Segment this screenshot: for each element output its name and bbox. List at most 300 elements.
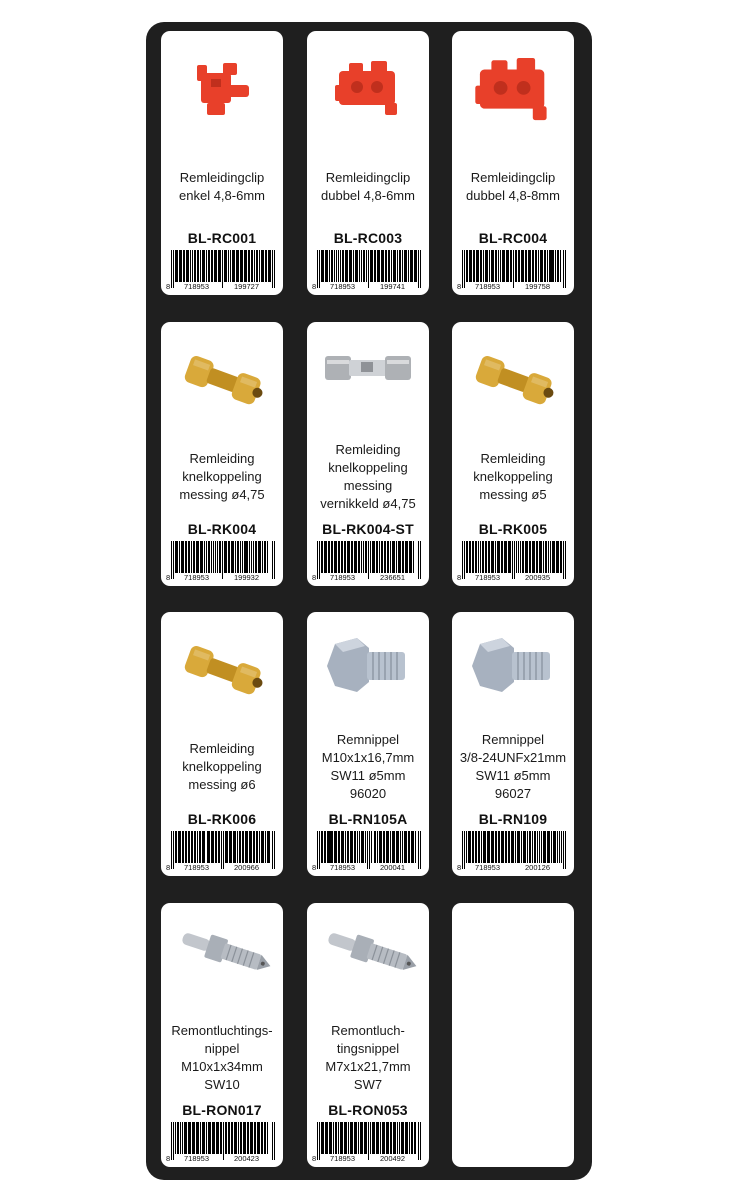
barcode-bar <box>347 541 350 573</box>
barcode-bar <box>404 831 407 863</box>
barcode-bar <box>392 831 395 863</box>
barcode-bar <box>250 1122 253 1154</box>
barcode-bar <box>361 250 362 282</box>
barcode-bar <box>379 831 382 863</box>
barcode-bar <box>386 831 389 863</box>
barcode-bar <box>518 541 519 573</box>
product-card[interactable] <box>307 31 429 295</box>
barcode-bar <box>319 1122 320 1160</box>
barcode-digit-first: 8 <box>312 1154 317 1163</box>
product-description-line: 96020 <box>349 786 387 801</box>
barcode-bar <box>224 250 227 282</box>
barcode-bar <box>350 1122 353 1154</box>
barcode-bar <box>500 250 501 282</box>
barcode <box>312 250 421 292</box>
barcode-bar <box>328 541 330 573</box>
barcode-bar <box>368 541 369 579</box>
product-description-line: Remleiding <box>189 451 255 466</box>
barcode-bar <box>265 250 267 282</box>
barcode-bar <box>361 831 364 863</box>
barcode-bar <box>261 250 264 282</box>
barcode-bar <box>200 250 201 282</box>
barcode-bar <box>354 541 357 573</box>
product-description <box>309 441 427 513</box>
barcode-bar <box>563 831 564 869</box>
barcode-bar <box>225 1122 227 1154</box>
barcode-bar <box>410 250 413 282</box>
product-description-line: Remnippel <box>481 732 545 747</box>
barcode-bar <box>358 541 360 573</box>
brass-compression-coupling-icon <box>167 332 277 432</box>
barcode-digits-left: 718953 <box>184 1154 210 1163</box>
barcode-bar <box>489 250 490 282</box>
barcode-bar <box>551 250 554 282</box>
barcode-bar <box>418 831 419 869</box>
product-description <box>163 450 281 504</box>
barcode-bar <box>557 250 559 282</box>
barcode-bar <box>234 1122 237 1154</box>
barcode-bar <box>521 831 522 863</box>
product-description-line: Remleiding <box>189 741 255 756</box>
barcode-bar <box>480 250 482 282</box>
barcode-bar <box>264 541 266 573</box>
barcode-bar <box>219 541 221 573</box>
product-description-line: Remnippel <box>336 732 400 747</box>
product-description-line: dubbel 4,8-6mm <box>321 188 415 203</box>
barcode-bar <box>237 831 238 863</box>
barcode-bar <box>237 541 239 573</box>
product-description <box>163 1022 281 1094</box>
barcode-digits-right: 236651 <box>380 573 406 582</box>
product-description-line: Remleidingclip <box>325 170 411 185</box>
product-description-line: messing ø4,75 <box>179 487 265 502</box>
barcode-bar <box>408 250 409 282</box>
barcode-bar <box>523 831 526 863</box>
barcode-bar <box>359 831 360 863</box>
barcode-bar <box>251 250 253 282</box>
barcode-bar <box>177 1122 179 1154</box>
barcode-bar <box>466 831 467 863</box>
barcode-bar <box>240 541 241 573</box>
barcode-digits-left: 718953 <box>184 282 210 291</box>
product-card[interactable] <box>307 903 429 1167</box>
barcode-bar <box>355 250 358 282</box>
barcode-bar <box>372 541 375 573</box>
barcode-bar <box>495 831 497 863</box>
barcode-digits-left: 718953 <box>330 282 356 291</box>
barcode-bar <box>206 250 207 282</box>
empty-card-slot <box>452 903 574 1167</box>
product-card[interactable] <box>161 612 283 876</box>
barcode-bar <box>528 250 531 282</box>
barcode-bars <box>462 541 566 573</box>
product-code: BL-RK005 <box>478 521 548 537</box>
barcode-bar <box>483 831 486 863</box>
barcode-bar <box>365 831 366 863</box>
product-description-line: knelkoppeling <box>328 460 408 475</box>
barcode-bar <box>397 1122 398 1154</box>
barcode-bar <box>491 541 494 573</box>
barcode-digit-first: 8 <box>166 1154 171 1163</box>
barcode-bar <box>511 831 514 863</box>
barcode-bar <box>208 250 210 282</box>
barcode-digit-first: 8 <box>457 282 462 291</box>
barcode-bar <box>197 831 198 863</box>
barcode-digits-left: 718953 <box>475 282 501 291</box>
barcode-bars <box>171 831 275 863</box>
barcode-bar <box>521 250 524 282</box>
barcode-bar <box>239 831 241 863</box>
barcode-bar <box>556 541 559 573</box>
barcode-bar <box>498 250 499 282</box>
barcode-bar <box>182 1122 183 1154</box>
barcode-bar <box>257 1122 260 1154</box>
barcode-bars <box>462 831 566 863</box>
product-description-line: dubbel 4,8-8mm <box>466 188 560 203</box>
barcode-bar <box>371 831 372 863</box>
barcode-bar <box>551 831 552 863</box>
barcode-bar <box>216 1122 219 1154</box>
barcode-bars <box>171 541 275 573</box>
barcode-bar <box>368 1122 369 1160</box>
barcode-bar <box>175 250 178 282</box>
barcode-bar <box>550 541 551 573</box>
brass-compression-coupling-icon <box>167 622 277 722</box>
barcode-bar <box>485 250 488 282</box>
barcode-bar <box>409 541 412 573</box>
barcode-bar <box>178 831 181 863</box>
barcode-bar <box>414 1122 416 1154</box>
barcode-bar <box>247 1122 249 1154</box>
product-code: BL-RK004 <box>187 521 257 537</box>
barcode-bar <box>211 250 213 282</box>
barcode-bar <box>466 250 468 282</box>
barcode-bar <box>196 1122 199 1154</box>
barcode-bar <box>324 541 327 573</box>
barcode-bar <box>249 541 250 573</box>
barcode-digit-first: 8 <box>457 573 462 582</box>
barcode-bar <box>418 250 419 288</box>
barcode-bar <box>353 250 354 282</box>
barcode-bar <box>334 541 337 573</box>
barcode-bar <box>482 541 484 573</box>
barcode-bar <box>191 541 192 573</box>
barcode-bar <box>506 541 507 573</box>
barcode-bar <box>348 1122 349 1154</box>
barcode-bar <box>228 250 229 282</box>
product-code: BL-RC004 <box>478 230 548 246</box>
barcode-digits-left: 718953 <box>475 573 501 582</box>
barcode-bar <box>525 541 528 573</box>
barcode-bar <box>232 250 235 282</box>
barcode-bar <box>392 541 395 573</box>
barcode-bar <box>321 1122 324 1154</box>
barcode-bar <box>548 541 549 573</box>
barcode-bar <box>565 541 566 579</box>
barcode-bar <box>218 250 221 282</box>
barcode-bar <box>345 250 348 282</box>
barcode-bar <box>529 831 531 863</box>
barcode-bar <box>381 250 384 282</box>
barcode-bar <box>366 250 367 282</box>
barcode-bar <box>324 831 326 863</box>
barcode-bar <box>370 250 373 282</box>
barcode-bar <box>520 541 521 573</box>
barcode-bar <box>565 250 566 288</box>
barcode <box>166 1122 275 1164</box>
barcode-bar <box>495 250 497 282</box>
barcode-bar <box>333 1122 334 1154</box>
product-description-line: knelkoppeling <box>182 759 262 774</box>
barcode-bar <box>552 541 555 573</box>
product-description-line: M10x1x34mm <box>181 1059 263 1074</box>
barcode-bar <box>529 541 531 573</box>
barcode-bar <box>347 831 349 863</box>
barcode-bar <box>223 1122 224 1160</box>
barcode-bar <box>374 831 376 863</box>
barcode <box>166 831 275 873</box>
barcode-bar <box>516 541 517 573</box>
product-description-line: SW7 <box>353 1077 383 1092</box>
barcode-bar <box>473 250 475 282</box>
barcode-bar <box>390 831 391 863</box>
barcode-bar <box>221 831 222 869</box>
product-code: BL-RK004-ST <box>322 521 414 537</box>
barcode-bar <box>565 831 566 869</box>
barcode-bar <box>502 250 505 282</box>
barcode-bar <box>354 1122 357 1154</box>
product-description-line: vernikkeld ø4,75 <box>320 496 416 511</box>
product-description-line: SW11 ø5mm <box>330 768 406 783</box>
barcode-bar <box>335 1122 337 1154</box>
product-card[interactable] <box>452 322 574 586</box>
barcode-bar <box>405 1122 408 1154</box>
barcode-bar <box>384 541 386 573</box>
barcode-bar <box>191 831 193 863</box>
barcode-bar <box>345 831 346 863</box>
barcode-bar <box>272 1122 273 1160</box>
barcode-digit-first: 8 <box>166 573 171 582</box>
barcode-bar <box>532 541 535 573</box>
product-card[interactable] <box>452 612 574 876</box>
barcode-bar <box>231 1122 233 1154</box>
barcode-bar <box>513 250 514 288</box>
barcode-bar <box>247 541 248 573</box>
barcode-bar <box>249 831 252 863</box>
barcode-bar <box>319 541 320 579</box>
product-description-line: SW10 <box>204 1077 240 1092</box>
barcode-bar <box>212 1122 215 1154</box>
barcode-bar <box>390 541 391 573</box>
barcode-bar <box>173 831 174 869</box>
barcode-bar <box>354 831 356 863</box>
barcode-digits-right: 199741 <box>380 282 406 291</box>
barcode-bar <box>487 831 490 863</box>
barcode-bar <box>469 541 471 573</box>
product-description-line: knelkoppeling <box>473 469 553 484</box>
product-description-line: M7x1x21,7mm <box>325 1059 411 1074</box>
barcode-bar <box>563 541 564 579</box>
barcode <box>312 1122 421 1164</box>
barcode-bar <box>385 250 387 282</box>
barcode-bar <box>228 541 230 573</box>
product-card[interactable] <box>307 612 429 876</box>
barcode-bar <box>261 1122 263 1154</box>
barcode-digits-left: 718953 <box>184 573 210 582</box>
barcode-bar <box>543 541 544 573</box>
barcode-bar <box>173 541 174 579</box>
barcode-bar <box>253 541 254 573</box>
barcode-digits-left: 718953 <box>330 573 356 582</box>
barcode-bar <box>197 250 199 282</box>
barcode-bar <box>267 541 268 573</box>
barcode-bar <box>224 541 227 573</box>
barcode-digit-first: 8 <box>457 863 462 872</box>
product-code: BL-RN105A <box>328 811 408 827</box>
product-description <box>163 169 281 205</box>
barcode-bar <box>478 541 479 573</box>
barcode-bar <box>202 831 205 863</box>
barcode-bar <box>418 1122 419 1160</box>
barcode-bar <box>183 250 185 282</box>
barcode-bar <box>325 1122 328 1154</box>
barcode-bar <box>506 250 509 282</box>
barcode-bar <box>397 250 398 282</box>
barcode-bar <box>393 250 396 282</box>
barcode-bar <box>383 831 385 863</box>
barcode-digits-right: 199727 <box>234 282 260 291</box>
barcode-bar <box>331 250 333 282</box>
barcode-bar <box>242 541 243 573</box>
barcode <box>457 541 566 583</box>
barcode-bar <box>372 1122 375 1154</box>
barcode-bar <box>393 1122 396 1154</box>
barcode-bar <box>538 250 539 282</box>
product-card[interactable] <box>161 322 283 586</box>
barcode-bar <box>476 250 479 282</box>
barcode-bar <box>539 831 540 863</box>
barcode-bars <box>171 1122 275 1154</box>
barcode-bar <box>211 541 212 573</box>
barcode-bar <box>351 541 353 573</box>
barcode-bar <box>338 831 340 863</box>
barcode-bar <box>242 831 244 863</box>
barcode-bar <box>200 1122 201 1154</box>
product-description <box>163 740 281 794</box>
barcode-bar <box>340 1122 343 1154</box>
barcode-digits-right: 199758 <box>525 282 551 291</box>
barcode-bar <box>211 831 214 863</box>
barcode-bar <box>532 250 534 282</box>
barcode-bar <box>491 250 494 282</box>
product-description-line: enkel 4,8-6mm <box>179 188 265 203</box>
barcode-bar <box>501 831 504 863</box>
barcode-bar <box>413 541 414 573</box>
barcode-digits-left: 718953 <box>330 863 356 872</box>
product-card[interactable] <box>161 903 283 1167</box>
product-description-line: messing ø6 <box>188 777 256 792</box>
barcode-bar <box>222 250 223 288</box>
barcode-bar <box>420 250 421 288</box>
barcode-bar <box>402 831 403 863</box>
barcode-bar <box>498 831 500 863</box>
barcode-bar <box>190 250 191 282</box>
double-brake-line-clip-icon <box>313 41 423 141</box>
barcode-bar <box>547 831 550 863</box>
barcode-bar <box>181 541 184 573</box>
barcode-bar <box>388 250 390 282</box>
barcode-bar <box>188 541 190 573</box>
barcode-bar <box>411 831 414 863</box>
barcode-bar <box>534 831 536 863</box>
barcode-bar <box>409 1122 410 1154</box>
barcode-bar <box>254 1122 256 1154</box>
barcode-bar <box>193 541 195 573</box>
barcode-bar <box>510 250 512 282</box>
barcode-bar <box>329 250 330 282</box>
barcode-bar <box>235 541 236 573</box>
barcode <box>312 831 421 873</box>
barcode-bar <box>377 250 380 282</box>
product-card[interactable] <box>161 31 283 295</box>
barcode-bar <box>215 541 216 573</box>
barcode-bar <box>370 541 371 573</box>
product-description-line: messing <box>343 478 393 493</box>
barcode-bar <box>365 541 367 573</box>
barcode-bar <box>418 541 419 579</box>
barcode-bar <box>206 541 207 573</box>
product-card[interactable] <box>307 322 429 586</box>
barcode-bar <box>359 250 360 282</box>
barcode-bar <box>501 541 503 573</box>
barcode-bar <box>368 250 369 288</box>
barcode-bar <box>420 1122 421 1160</box>
barcode-bars <box>317 1122 421 1154</box>
barcode-digits-right: 200935 <box>525 573 551 582</box>
barcode-bar <box>563 250 564 288</box>
barcode-bar <box>522 541 524 573</box>
barcode-bar <box>182 831 184 863</box>
barcode-bar <box>539 541 542 573</box>
barcode-bar <box>236 250 239 282</box>
barcode-digits-left: 718953 <box>330 1154 356 1163</box>
product-description-line: tingsnippel <box>336 1041 400 1056</box>
barcode-bar <box>179 250 182 282</box>
product-description-line: nippel <box>204 1041 240 1056</box>
barcode-bar <box>207 831 210 863</box>
barcode-bar <box>255 541 257 573</box>
barcode-bar <box>217 541 218 573</box>
barcode-bar <box>334 831 337 863</box>
barcode-bars <box>317 831 421 863</box>
barcode-bar <box>370 1122 371 1154</box>
barcode-bar <box>240 250 243 282</box>
barcode-bar <box>532 831 533 863</box>
barcode-bar <box>208 1122 211 1154</box>
product-card[interactable] <box>452 31 574 295</box>
barcode-bar <box>415 831 416 863</box>
product-code: BL-RC001 <box>187 230 257 246</box>
barcode-bar <box>188 831 190 863</box>
barcode-bar <box>259 250 260 282</box>
barcode-bar <box>274 250 275 288</box>
barcode-bar <box>557 831 558 863</box>
barcode-bar <box>350 831 353 863</box>
barcode-bar <box>376 1122 379 1154</box>
barcode-bar <box>543 831 546 863</box>
barcode-bar <box>319 250 320 288</box>
barcode-bar <box>387 541 389 573</box>
